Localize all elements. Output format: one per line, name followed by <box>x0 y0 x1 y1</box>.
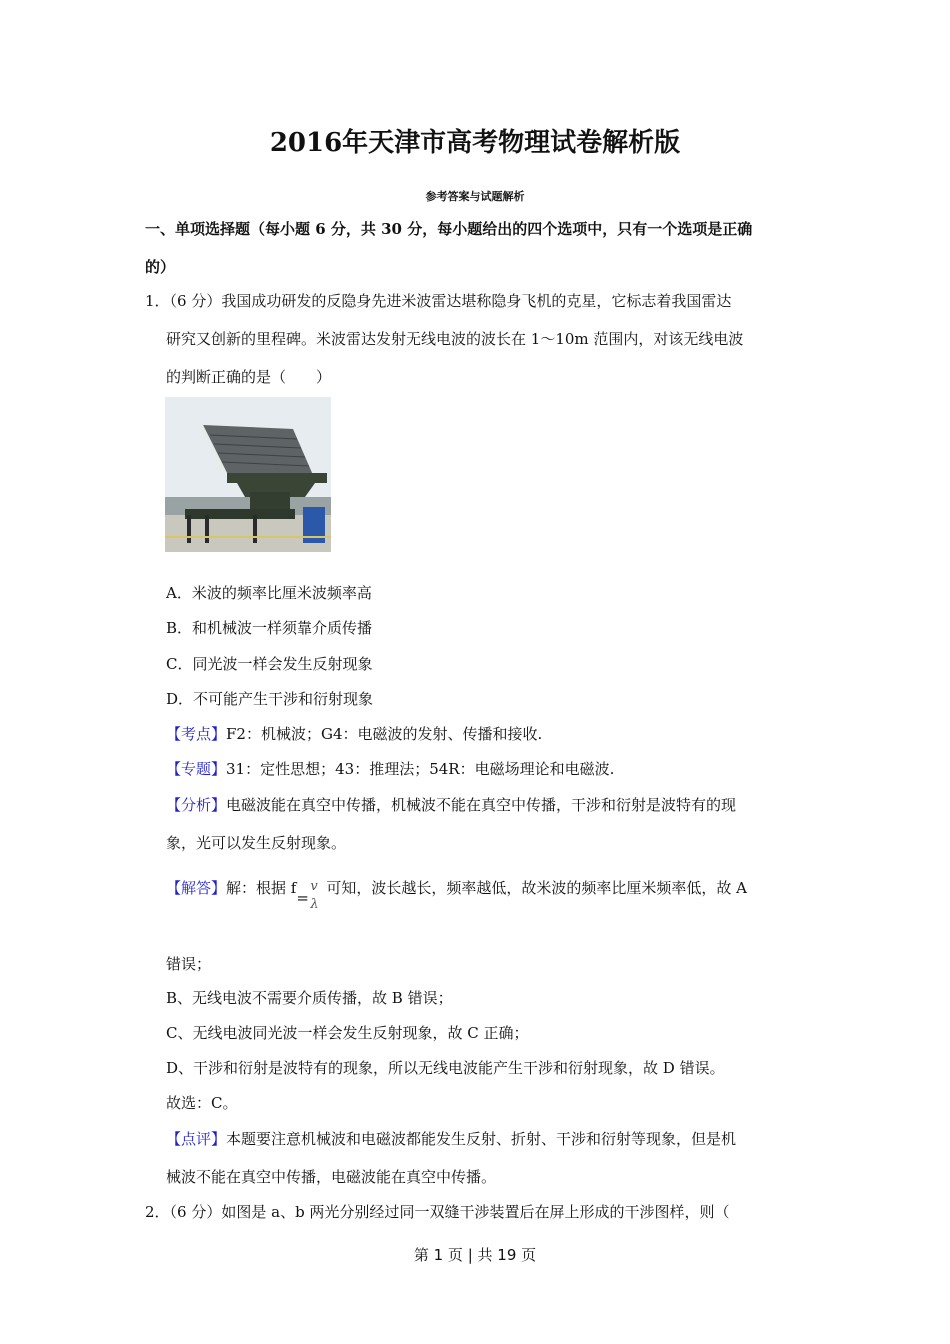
question-1-stem: 1．（6 分）我国成功研发的反隐身先进米波雷达堪称隐身飞机的克星，它标志着我国雷达 <box>145 292 732 310</box>
fenxi-text: 电磁波能在真空中传播，机械波不能在真空中传播，干涉和衍射是波特有的现 <box>226 796 737 814</box>
option-c: C．同光波一样会发生反射现象 <box>166 655 373 673</box>
option-d: D．不可能产生干涉和衍射现象 <box>166 690 374 708</box>
zhuanti-text: 31：定性思想；43：推理法；54R：电磁场理论和电磁波. <box>226 760 615 778</box>
jieda-label: 【解答】 <box>166 879 227 897</box>
dianping-text: 本题要注意机械波和电磁波都能发生反射、折射、干涉和衍射等现象，但是机 <box>226 1130 737 1148</box>
kaodian-row <box>166 723 542 744</box>
section-heading-cont: 的） <box>145 258 176 276</box>
jieda-pre: 解：根据 f <box>226 879 297 897</box>
kaodian-label: 【考点】 <box>166 725 227 743</box>
jieda-row <box>166 877 747 912</box>
jieda-cont: 错误； <box>166 955 212 973</box>
jieda-line-b: B、无线电波不需要介质传播，故 B 错误； <box>166 989 453 1007</box>
fenxi-label: 【分析】 <box>166 796 227 814</box>
zhuanti-label: 【专题】 <box>166 760 227 778</box>
answer-choice: 故选：C。 <box>166 1094 238 1112</box>
question-1-stem-line2: 研究又创新的里程碑。米波雷达发射无线电波的波长在 1～10m 范围内，对该无线电波 <box>166 330 744 348</box>
zhuanti-row <box>166 758 614 779</box>
kaodian-text: F2：机械波；G4：电磁波的发射、传播和接收. <box>226 725 543 743</box>
radar-image <box>165 397 331 552</box>
question-1-stem-line3: 的判断正确的是（ ） <box>166 368 332 386</box>
formula-v-over-lambda: = v λ <box>296 879 319 912</box>
question-2-stem: 2．（6 分）如图是 a、b 两光分别经过同一双缝干涉装置后在屏上形成的干涉图样，则（ <box>145 1203 730 1221</box>
dianping-text-cont: 械波不能在真空中传播，电磁波能在真空中传播。 <box>166 1168 497 1186</box>
document-title: 2016年天津市高考物理试卷解析版 <box>269 128 681 158</box>
dianping-label: 【点评】 <box>166 1130 227 1148</box>
jieda-line-c: C、无线电波同光波一样会发生反射现象，故 C 正确； <box>166 1024 529 1042</box>
option-b: B．和机械波一样须靠介质传播 <box>166 619 373 637</box>
section-heading: 一、单项选择题（每小题 6 分，共 30 分，每小题给出的四个选项中，只有一个选项是正确 <box>145 220 753 238</box>
jieda-post: 可知，波长越长，频率越低，故米波的频率比厘米频率低，故 A <box>326 879 747 897</box>
fenxi-row <box>166 794 736 815</box>
jieda-line-d: D、干涉和衍射是波特有的现象，所以无线电波能产生干涉和衍射现象，故 D 错误。 <box>166 1059 725 1077</box>
page-footer: 第 1 页 | 共 19 页 <box>413 1246 537 1264</box>
option-a: A．米波的频率比厘米波频率高 <box>166 584 372 602</box>
document-subtitle: 参考答案与试题解析 <box>425 190 525 203</box>
fenxi-text-cont: 象，光可以发生反射现象。 <box>166 834 347 852</box>
dianping-row <box>166 1128 736 1149</box>
